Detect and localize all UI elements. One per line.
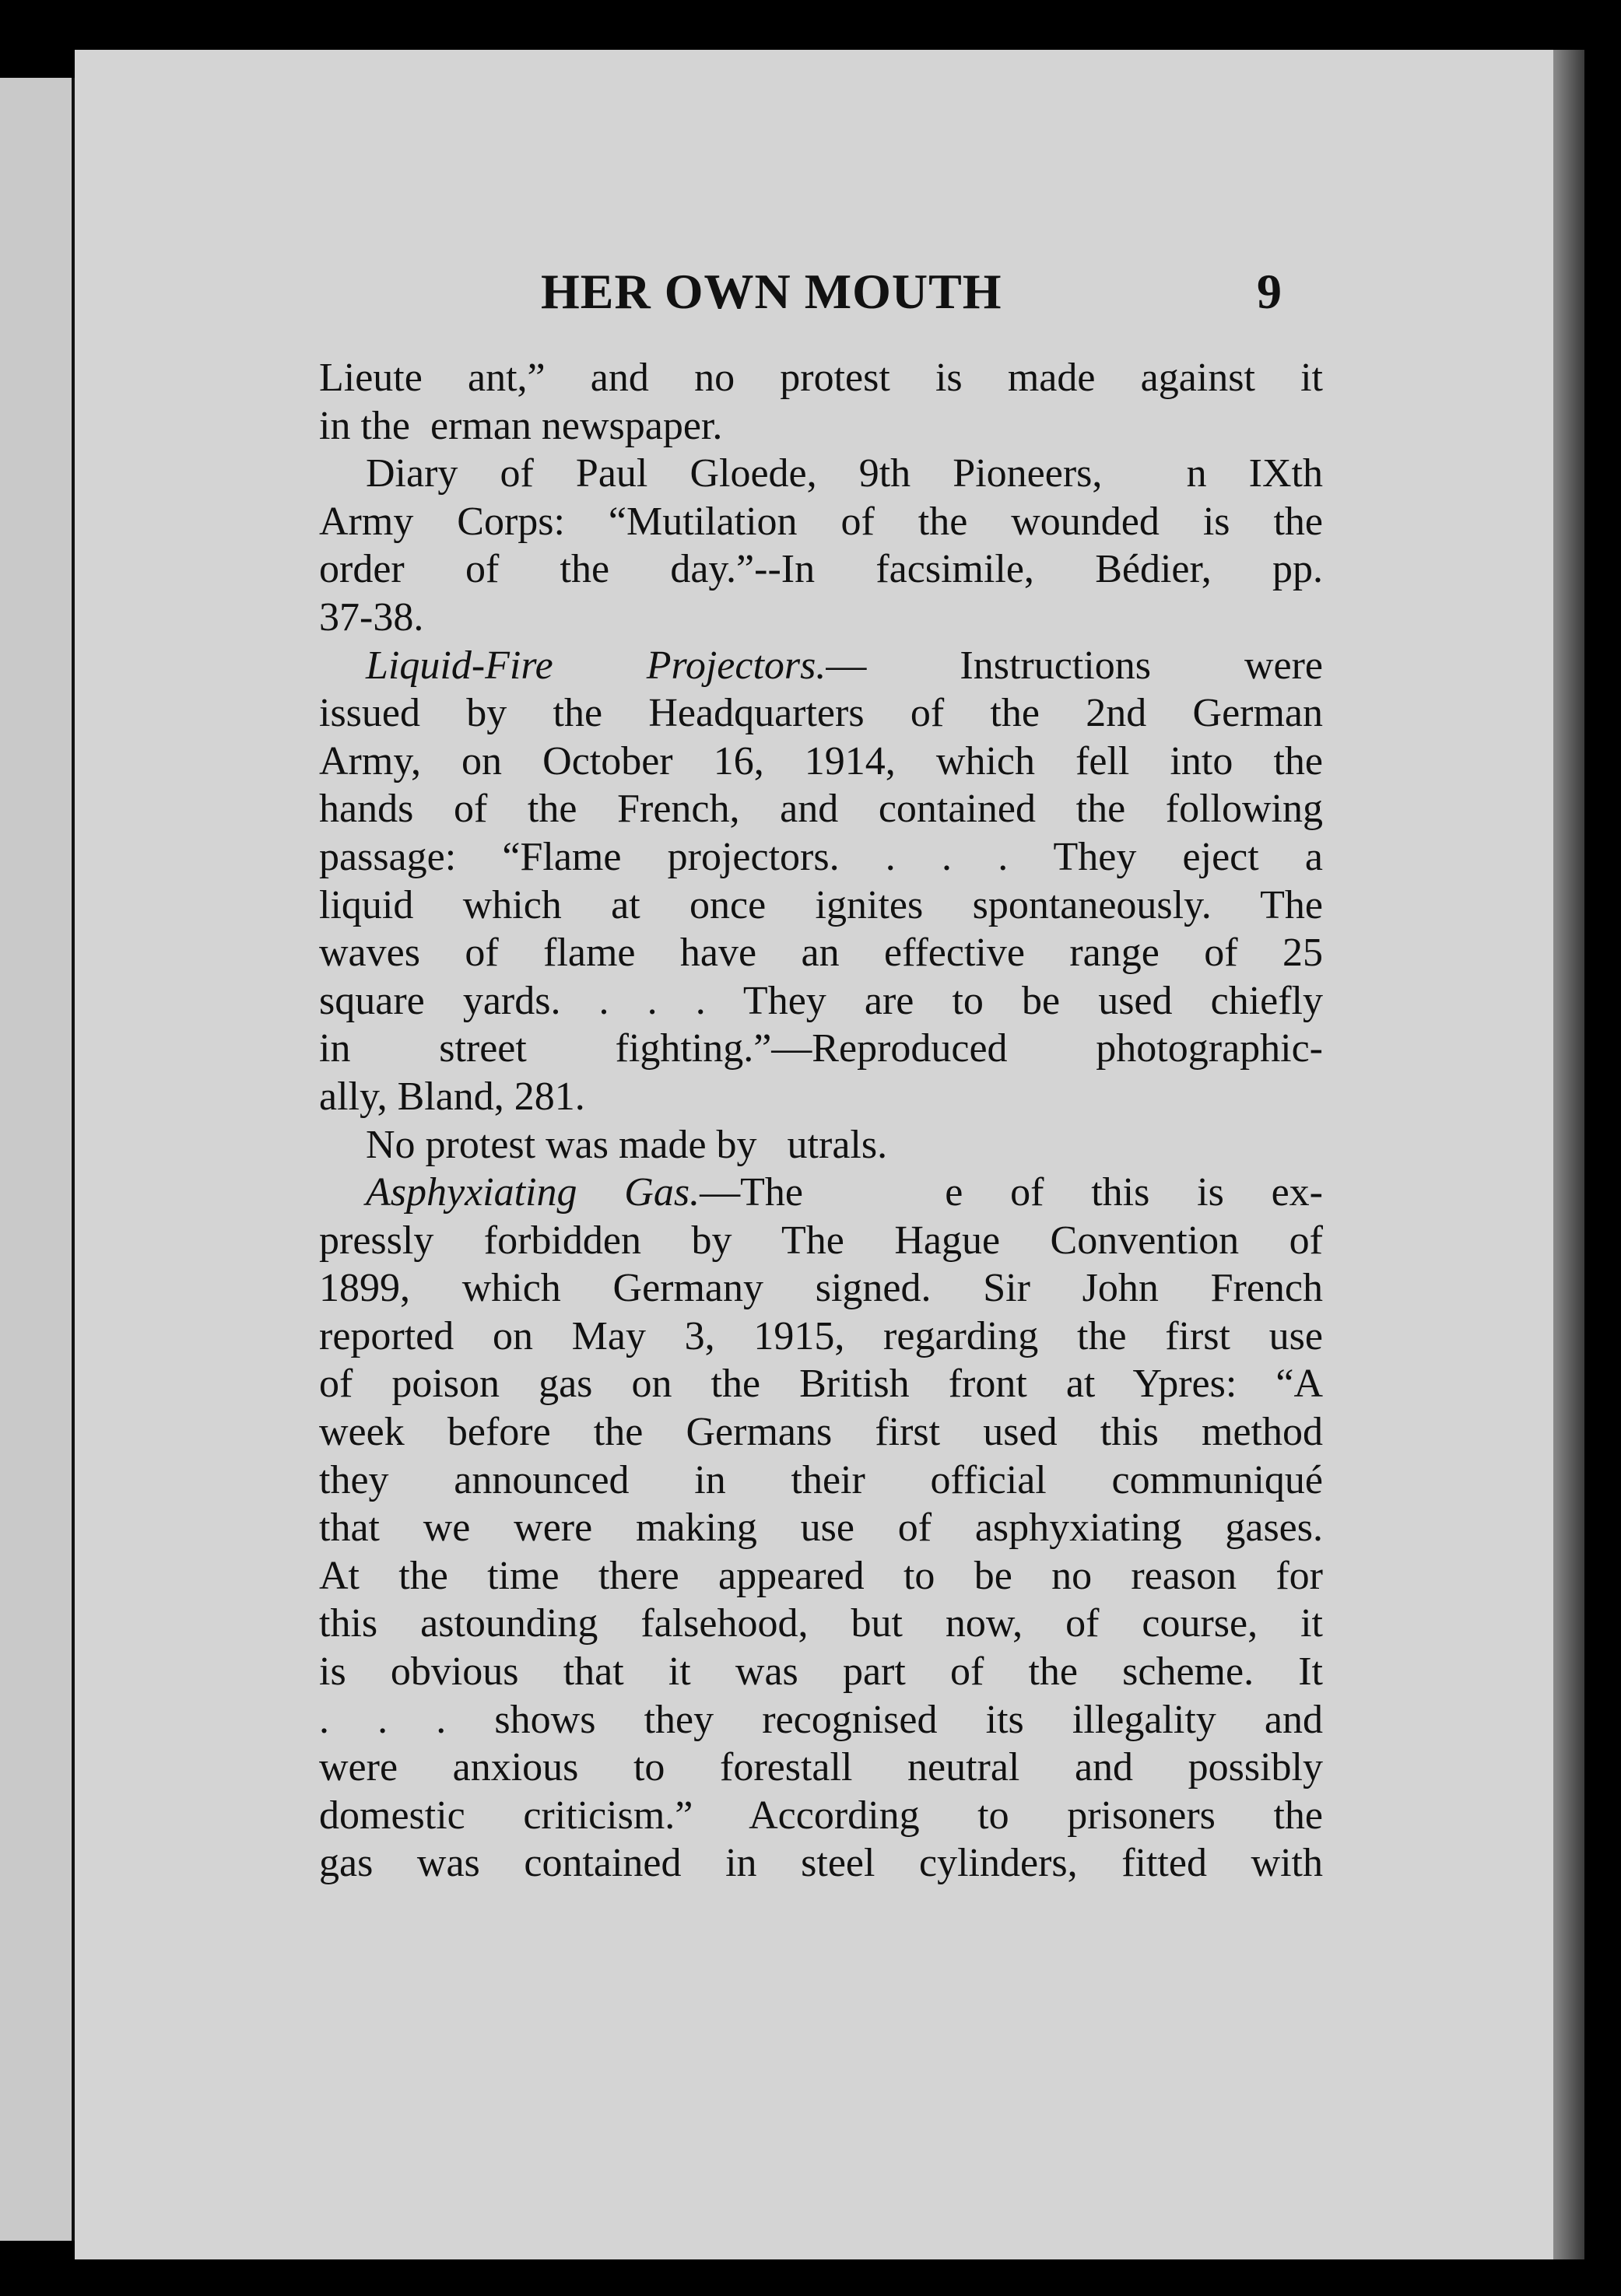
text-line: in the erman newspaper.	[319, 403, 723, 448]
text-line: hands of the French, and contained the following	[319, 787, 1323, 832]
text-line: 1899, which Germany signed. Sir John French	[319, 1266, 1323, 1311]
text-line: 37-38.	[319, 594, 424, 640]
text-line: of poison gas on the British front at Ypres: “A	[319, 1362, 1323, 1407]
text-line: Army Corps: “Mutilation of the wounded is the	[319, 499, 1323, 544]
text-line	[319, 1169, 1323, 1217]
text-line: No protest was made by utrals.	[366, 1122, 888, 1167]
text-line: Diary of Paul Gloede, 9th Pioneers, n IXth	[366, 451, 1323, 496]
text-line: At the time there appeared to be no reason for	[319, 1553, 1323, 1598]
running-head: HER OWN MOUTH	[541, 264, 1002, 319]
text-line: order of the day.”--In facsimile, Bédier, pp.	[319, 547, 1323, 592]
page-fore-edge	[1553, 50, 1584, 2259]
text-line: this astounding falsehood, but now, of course, it	[319, 1601, 1323, 1646]
page-header	[541, 263, 1319, 333]
text-line: ally, Bland, 281.	[319, 1074, 585, 1119]
text-line: that we were making use of asphyxiating gases.	[319, 1506, 1323, 1551]
page-number: 9	[1257, 264, 1282, 319]
text-line: is obvious that it was part of the scheme. It	[319, 1649, 1323, 1695]
section-heading: Liquid-Fire Projectors.	[366, 643, 826, 688]
text-line: reported on May 3, 1915, regarding the first use	[319, 1313, 1323, 1358]
text-line	[319, 642, 1323, 690]
text-line: were anxious to forestall neutral and possibly	[319, 1745, 1323, 1790]
text-line: domestic criticism.” According to prisoners the	[319, 1793, 1323, 1838]
text-line: pressly forbidden by The Hague Convention of	[319, 1218, 1323, 1263]
text-line: square yards. . . . They are to be used chiefly	[319, 978, 1323, 1023]
section-heading: Asphyxiating Gas.	[366, 1170, 700, 1215]
text-line: liquid which at once ignites spontaneously. The	[319, 882, 1323, 927]
text-line: Lieute ant,” and no protest is made against it	[319, 356, 1323, 400]
text-line: . . . shows they recognised its illegality and	[319, 1697, 1323, 1742]
text-run: — Instructions were	[826, 643, 1324, 688]
text-line: gas was contained in steel cylinders, fitted with	[319, 1841, 1323, 1886]
text-line: they announced in their official communiqué	[319, 1457, 1323, 1502]
text-line: issued by the Headquarters of the 2nd German	[319, 691, 1323, 736]
text-line: week before the Germans first used this method	[319, 1410, 1323, 1455]
facing-page-edge	[0, 78, 75, 2241]
body-text	[319, 354, 1323, 1888]
text-line: in street fighting.”—Reproduced photographic-	[319, 1026, 1323, 1071]
text-line: passage: “Flame projectors. . . . They eject a	[319, 834, 1323, 879]
text-line: Army, on October 16, 1914, which fell into the	[319, 738, 1323, 783]
text-run: —The e of this is ex-	[700, 1170, 1323, 1215]
text-line: waves of flame have an effective range of 25	[319, 931, 1323, 976]
